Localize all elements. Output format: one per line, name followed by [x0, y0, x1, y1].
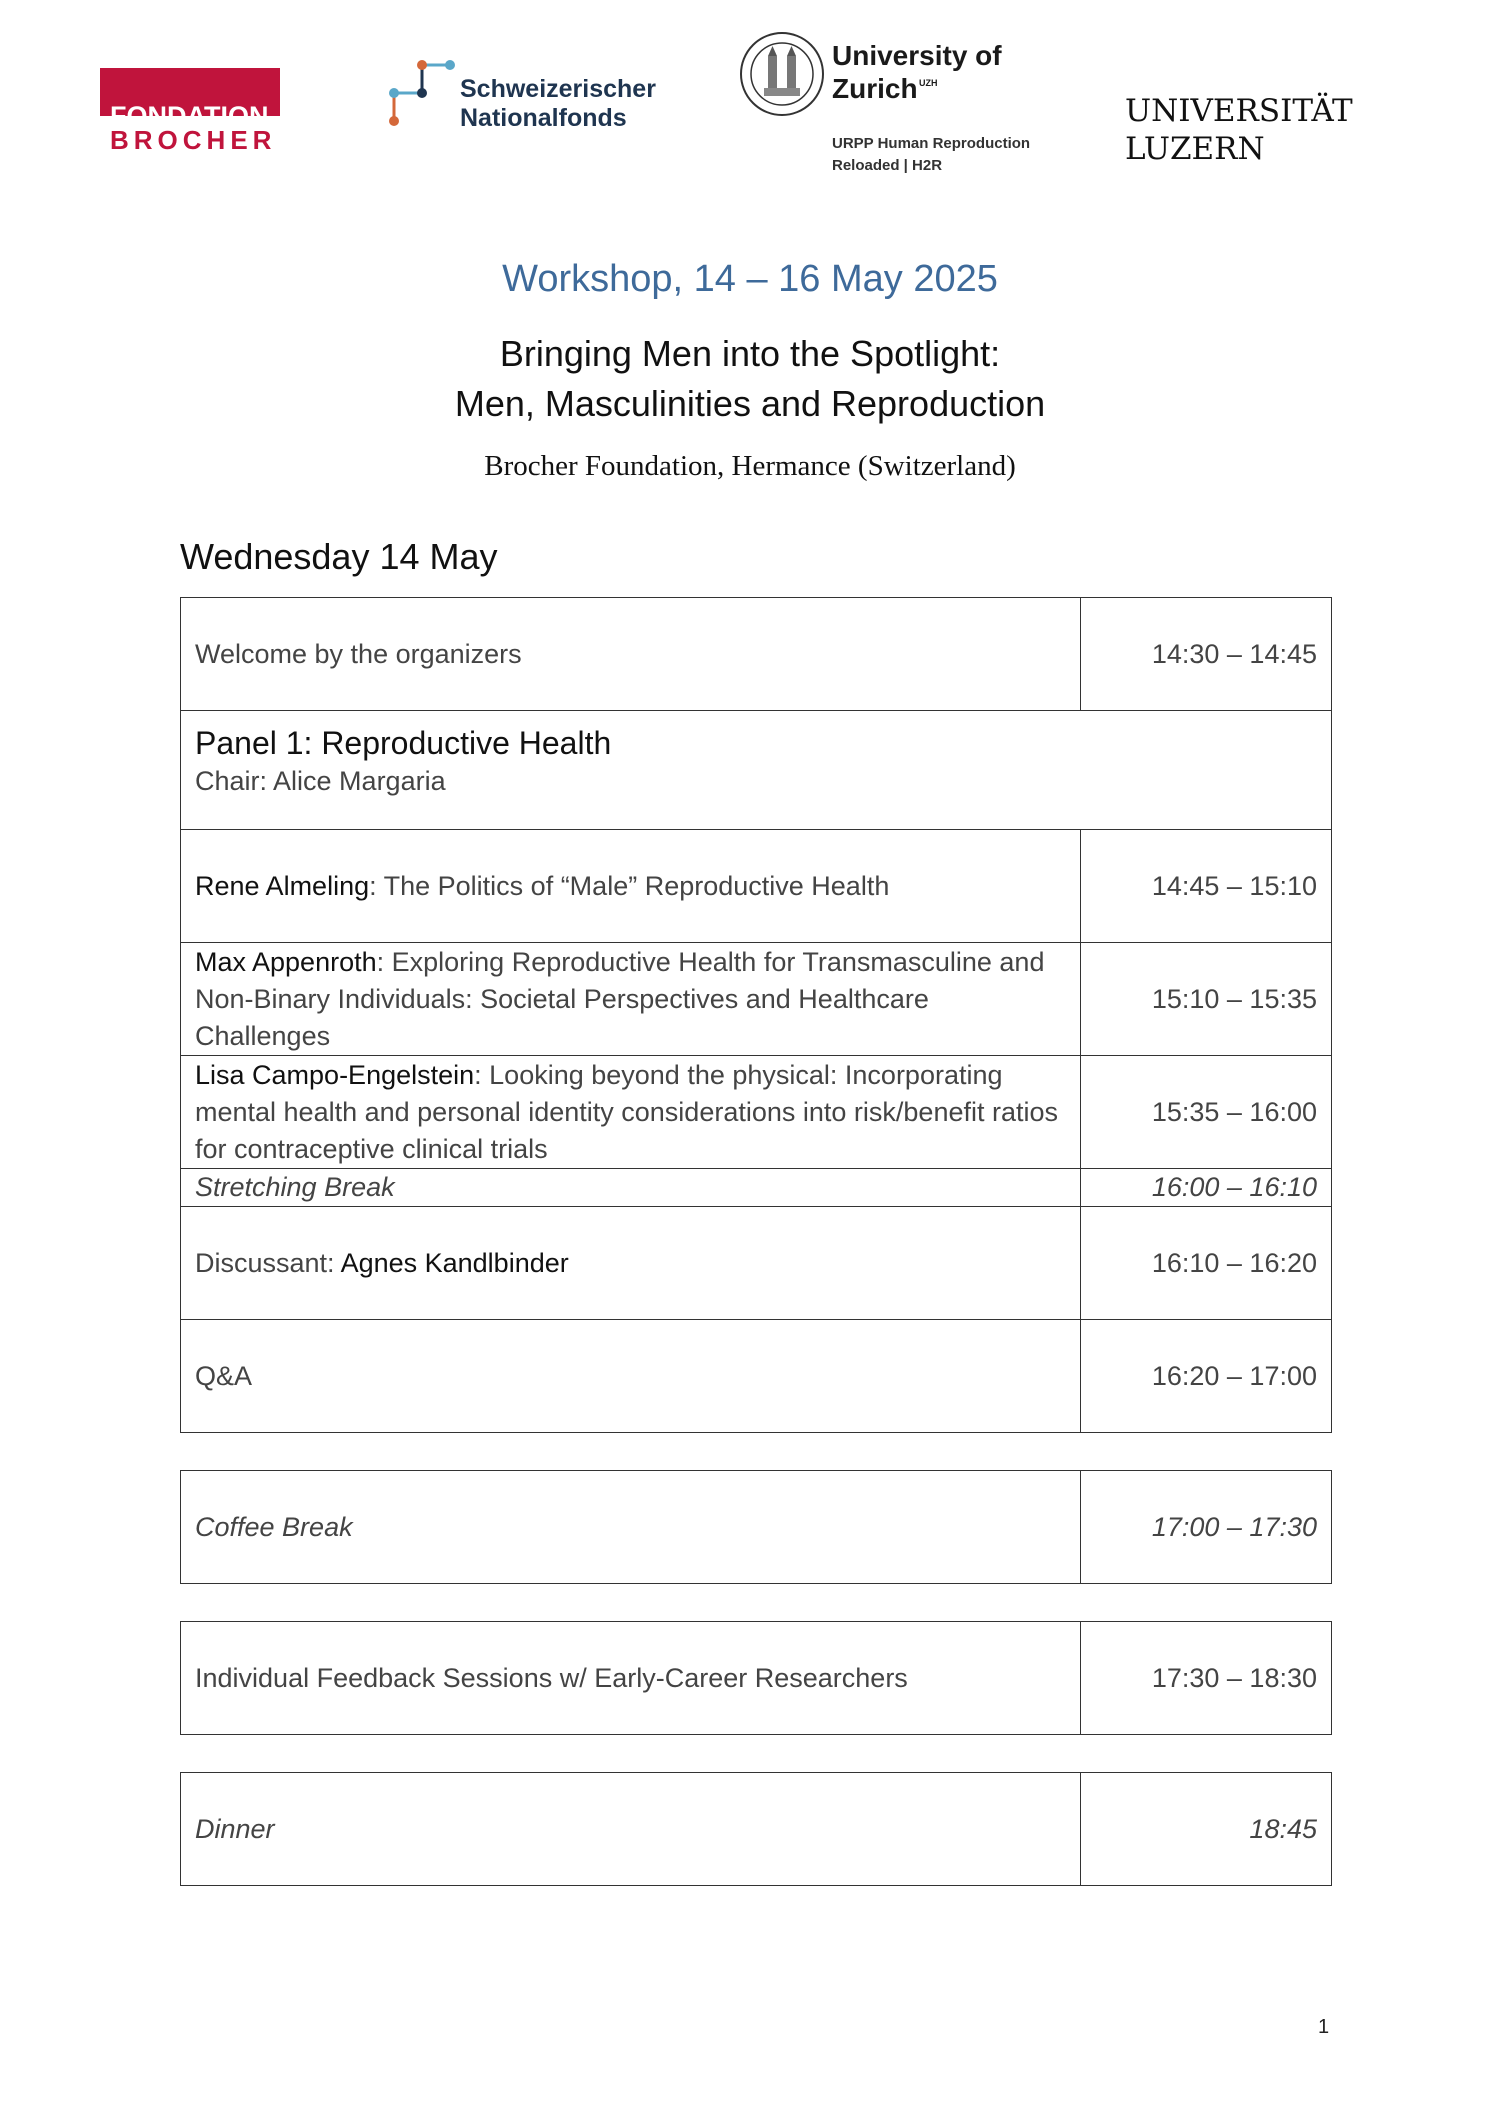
welcome-time: 14:30 – 14:45: [1081, 598, 1332, 711]
feedback-time: 17:30 – 18:30: [1081, 1622, 1332, 1735]
discussant-name: Agnes Kandlbinder: [340, 1247, 569, 1278]
panel-chair: Chair: Alice Margaria: [195, 766, 446, 796]
speaker-name: Max Appenroth: [195, 946, 377, 977]
talk-cell: [181, 943, 1081, 1056]
schedule-table: [180, 597, 1332, 1433]
uzh-subline2: Reloaded | H2R: [832, 157, 943, 174]
speaker-name: Rene Almeling: [195, 870, 370, 901]
coffee-table: [180, 1470, 1332, 1584]
table-row: [181, 1207, 1332, 1320]
table-row: [181, 598, 1332, 711]
uzh-name-line1: University of: [832, 40, 1002, 71]
speaker-name: Lisa Campo-Engelstein: [195, 1059, 475, 1090]
feedback-table: [180, 1621, 1332, 1735]
discussant-label: Discussant:: [195, 1247, 341, 1278]
discussant-time: 16:10 – 16:20: [1081, 1207, 1332, 1320]
talk-title: : Exploring Reproductive Health for Transmasculine and Non-Binary Individuals: Societal Perspectives and Healthcare Challenges: [195, 946, 1045, 1051]
page-number: 1: [1318, 2016, 1330, 2038]
snf-logo: [386, 55, 686, 135]
dinner-cell: Dinner: [181, 1773, 1081, 1886]
qa-cell: Q&A: [181, 1320, 1081, 1433]
title-line2: Men, Masculinities and Reproduction: [454, 383, 1046, 424]
talk-time: 15:10 – 15:35: [1081, 943, 1332, 1056]
title-line1: Bringing Men into the Spotlight:: [499, 333, 1001, 374]
snf-logo-line1: Schweizerischer: [460, 75, 656, 103]
uzh-name-line2: Zurich: [832, 73, 918, 104]
coffee-break-time: 17:00 – 17:30: [1081, 1471, 1332, 1584]
luzern-logo-line2: LUZERN: [1125, 131, 1265, 167]
brocher-logo-line1: FONDATION: [110, 101, 269, 131]
luzern-logo-line1: UNIVERSITÄT: [1125, 93, 1353, 129]
table-row: [181, 1169, 1332, 1207]
dinner-time: 18:45: [1081, 1773, 1332, 1886]
snf-logo-line2: Nationalfonds: [460, 104, 627, 132]
table-row: [181, 1056, 1332, 1169]
coffee-break-cell: Coffee Break: [181, 1471, 1081, 1584]
snf-molecule-icon: [386, 55, 456, 135]
qa-time: 16:20 – 17:00: [1081, 1320, 1332, 1433]
workshop-dates: Workshop, 14 – 16 May 2025: [502, 258, 998, 300]
venue: Brocher Foundation, Hermance (Switzerland): [484, 450, 1016, 482]
feedback-cell: Individual Feedback Sessions w/ Early-Career Researchers: [181, 1622, 1081, 1735]
brocher-logo-line2: BROCHER: [110, 125, 277, 155]
fondation-brocher-logo: [100, 68, 280, 155]
table-row: [181, 1471, 1332, 1584]
talk-time: 14:45 – 15:10: [1081, 830, 1332, 943]
dinner-table: [180, 1772, 1332, 1886]
table-row: [181, 1622, 1332, 1735]
panel-row: [181, 711, 1332, 830]
table-row: [181, 943, 1332, 1056]
table-row: [181, 830, 1332, 943]
talk-title: : Looking beyond the physical: Incorporating mental health and personal identity considerations into risk/benefit ratios for contraceptive clinical trials: [195, 1059, 1058, 1164]
panel-title: Panel 1: Reproductive Health: [195, 725, 612, 761]
stretch-break-time: 16:00 – 16:10: [1081, 1169, 1332, 1207]
discussant-cell: [181, 1207, 1081, 1320]
day-heading: Wednesday 14 May: [180, 536, 498, 577]
table-row: [181, 1320, 1332, 1433]
talk-time: 15:35 – 16:00: [1081, 1056, 1332, 1169]
welcome-cell: Welcome by the organizers: [181, 598, 1081, 711]
uzh-superscript: UZH: [919, 78, 938, 88]
panel-cell: [181, 711, 1332, 830]
talk-cell: [181, 1056, 1081, 1169]
uzh-subline1: URPP Human Reproduction: [832, 135, 1031, 152]
talk-cell: [181, 830, 1081, 943]
uzh-seal-icon: [738, 30, 826, 120]
table-row: [181, 1773, 1332, 1886]
uzh-logo: [738, 30, 1058, 180]
stretch-break-cell: Stretching Break: [181, 1169, 1081, 1207]
talk-title: : The Politics of “Male” Reproductive Health: [369, 870, 890, 901]
universitat-luzern-logo: [1125, 92, 1365, 172]
